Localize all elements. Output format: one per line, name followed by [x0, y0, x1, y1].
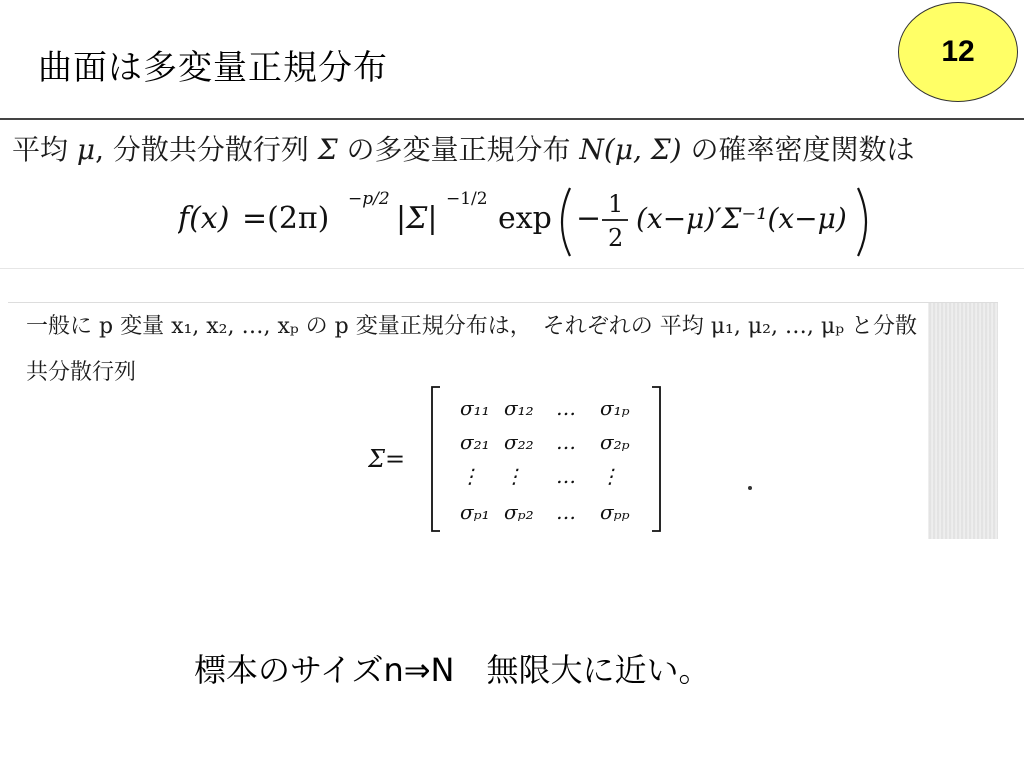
- formula-body: (x−μ)′Σ⁻¹(x−μ): [636, 202, 847, 235]
- formula-lhs: f(x): [178, 201, 230, 236]
- matrix-cells: [460, 396, 630, 524]
- text-pdf-label: の確率密度関数は: [681, 133, 915, 166]
- text-covariance-label: , 分散共分散行列: [95, 133, 318, 166]
- matrix-cell-2-2: …: [556, 464, 576, 488]
- formula-eq: =(2π): [242, 201, 330, 236]
- covariance-label: 共分散行列: [26, 360, 137, 385]
- frac-numerator: 1: [608, 190, 624, 218]
- general-sentence: 一般に p 変量 x₁, x₂, …, xₚ の p 変量正規分布は， それぞれの 平均 μ₁, μ₂, …, μₚ と分散: [26, 314, 918, 339]
- scan-edge-shadow: [928, 303, 998, 539]
- matrix-cell-0-0: σ₁₁: [460, 396, 490, 420]
- matrix-cell-3-3: σₚₚ: [600, 500, 630, 524]
- matrix-cell-2-0: ⋮: [460, 464, 480, 488]
- right-bracket: [652, 387, 660, 531]
- matrix-cell-1-0: σ₂₁: [460, 430, 490, 454]
- frac-denominator: 2: [608, 224, 624, 252]
- stray-dot: [748, 486, 752, 490]
- matrix-cell-3-0: σₚ₁: [460, 500, 490, 524]
- distribution-notation: N(μ, Σ): [579, 133, 682, 166]
- scanned-definition: [0, 118, 1024, 269]
- text-mean-label: 平均: [12, 133, 77, 166]
- matrix-cell-2-1: ⋮: [504, 464, 524, 488]
- formula-exp2: −1/2: [446, 189, 488, 209]
- definition-sentence: [12, 128, 914, 168]
- matrix-cell-1-1: σ₂₂: [504, 430, 534, 454]
- formula-exp1: −p/2: [348, 189, 390, 209]
- matrix-cell-2-3: ⋮: [600, 464, 620, 488]
- matrix-cell-0-1: σ₁₂: [504, 396, 534, 420]
- covariance-matrix: [368, 379, 698, 539]
- matrix-cell-0-2: …: [556, 396, 576, 420]
- matrix-cell-1-2: …: [556, 430, 576, 454]
- left-bracket: [432, 387, 440, 531]
- mu-symbol: μ: [76, 133, 96, 166]
- page-number-badge: 12: [898, 2, 1018, 102]
- density-formula: [178, 178, 878, 258]
- matrix-cell-3-1: σₚ₂: [504, 500, 534, 524]
- matrix-cell-0-3: σ₁ₚ: [600, 396, 630, 420]
- slide-title: 曲面は多変量正規分布: [38, 48, 388, 88]
- matrix-cell-3-2: …: [556, 500, 576, 524]
- text-mvn-label: の多変量正規分布: [337, 133, 580, 166]
- matrix-lhs: Σ=: [368, 445, 406, 473]
- sample-size-note: 標本のサイズn⇒N 無限大に近い。: [194, 651, 711, 689]
- right-big-paren: [858, 188, 866, 256]
- formula-exp: exp: [498, 201, 552, 236]
- scanned-covariance: [8, 302, 998, 539]
- formula-det: |Σ|: [396, 201, 438, 236]
- matrix-cell-1-3: σ₂ₚ: [600, 430, 630, 454]
- sigma-symbol: Σ: [317, 133, 338, 166]
- formula-minus: −: [576, 201, 602, 236]
- left-big-paren: [562, 188, 570, 256]
